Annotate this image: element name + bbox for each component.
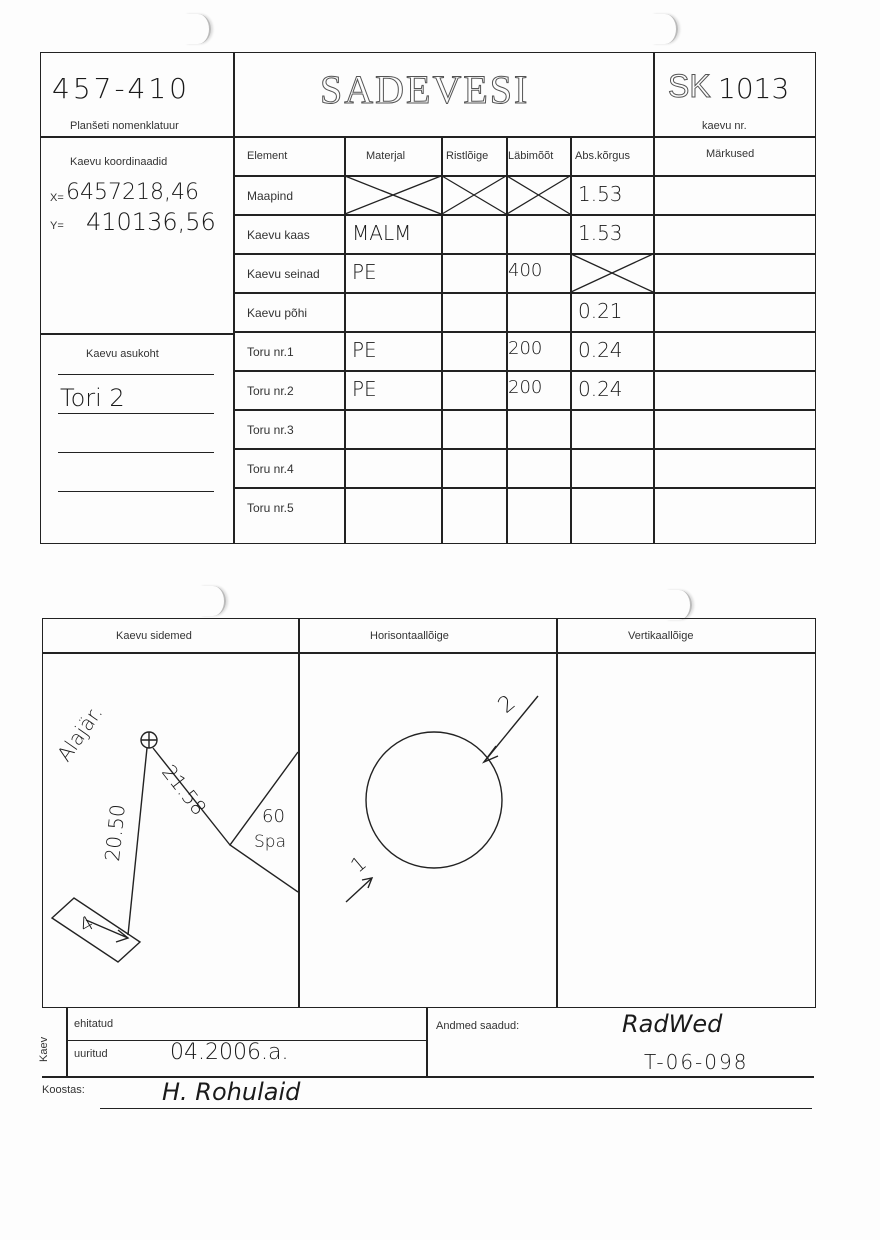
grid-line (234, 448, 816, 450)
grid-line (42, 652, 816, 654)
y-coordinate: 410136,56 (86, 208, 216, 236)
surveyed-label: uuritud (74, 1048, 108, 1060)
grid-line (234, 175, 816, 177)
row-element: Toru nr.3 (247, 423, 294, 437)
row-abs-height: 0.24 (578, 377, 623, 401)
write-line (58, 452, 214, 453)
row-element: Toru nr.4 (247, 462, 294, 476)
well-id-hand: 1013 (718, 72, 790, 105)
row-diameter: 200 (508, 377, 543, 398)
grid-line (100, 1108, 812, 1109)
col-header-cross-section: Ristlõige (446, 150, 489, 162)
grid-line (234, 487, 816, 489)
box-number: 4 (74, 910, 98, 938)
row-abs-height: 0.21 (578, 299, 623, 323)
x-coordinate: 6457218,46 (66, 180, 199, 205)
sketch-sheet (42, 618, 816, 1008)
y-prefix: Y= (50, 220, 64, 232)
grid-line (234, 370, 816, 372)
write-line (58, 491, 214, 492)
grid-line (344, 136, 346, 544)
grid-line (441, 136, 443, 544)
well-no-label: kaevu nr. (702, 120, 747, 132)
grid-line (66, 1008, 68, 1076)
location-value: Tori 2 (60, 384, 125, 412)
row-material: PE (352, 338, 377, 362)
row-material: MALM (352, 221, 412, 245)
row-diameter: 200 (508, 338, 543, 359)
row-material: PE (352, 260, 377, 284)
row-element: Maapind (247, 189, 294, 203)
grid-line (40, 333, 234, 335)
x-prefix: X= (50, 192, 64, 204)
grid-line (234, 253, 816, 255)
row-element: Kaevu põhi (247, 306, 308, 320)
row-element: Toru nr.2 (247, 384, 294, 398)
data-reference: T-06-098 (644, 1050, 749, 1074)
row-material: PE (352, 377, 377, 401)
grid-line (298, 618, 300, 1008)
row-element: Kaevu kaas (247, 228, 310, 242)
grid-line (653, 52, 655, 544)
pipe-2-label: 2 (493, 690, 521, 719)
compiled-label: Koostas: (42, 1084, 85, 1096)
built-label: ehitatud (74, 1018, 114, 1030)
col-header-abs-height: Abs.kõrgus (575, 150, 631, 162)
write-line (58, 374, 214, 375)
row-abs-height: 1.53 (578, 221, 623, 245)
punch-hole (652, 14, 678, 44)
grid-line (426, 1008, 428, 1076)
distance-annotation-1: 20.50 (100, 803, 130, 863)
pipe-1-label: 1 (345, 850, 371, 878)
form-title: SADEVESI (320, 67, 530, 112)
building-annotation-1: 60 (262, 806, 285, 827)
punch-hole (200, 586, 226, 616)
nomenclature-value: 457-410 (52, 72, 190, 105)
grid-line (233, 52, 235, 544)
row-element: Toru nr.5 (247, 501, 294, 515)
grid-line (234, 214, 816, 216)
grid-line (40, 136, 816, 138)
row-abs-height: 0.24 (578, 338, 623, 362)
distance-annotation-2: 21.58 (157, 760, 212, 820)
street-annotation: Alajär. (52, 701, 108, 766)
punch-hole (666, 590, 692, 620)
col-header-remarks: Märkused (706, 148, 755, 160)
nomenclature-label: Planšeti nomenklatuur (70, 120, 179, 132)
surveyed-value: 04.2006.a. (170, 1040, 289, 1065)
horizontal-section-label: Horisontaallõige (370, 630, 449, 642)
grid-line (234, 409, 816, 411)
col-header-diameter: Läbimõõt (508, 150, 554, 162)
location-label: Kaevu asukoht (86, 348, 159, 360)
write-line (58, 413, 214, 414)
col-header-material: Materjal (366, 150, 406, 162)
col-header-element: Element (247, 150, 288, 162)
connections-label: Kaevu sidemed (116, 630, 192, 642)
row-diameter: 400 (508, 260, 543, 281)
vertical-section-label: Vertikaallõige (628, 630, 694, 642)
grid-line (556, 618, 558, 1008)
compiled-value: H. Rohulaid (162, 1078, 301, 1106)
data-from-label: Andmed saadud: (436, 1020, 520, 1032)
row-element: Kaevu seinad (247, 267, 320, 281)
row-element: Toru nr.1 (247, 345, 294, 359)
row-abs-height: 1.53 (578, 182, 623, 206)
well-id-print: SK (668, 68, 711, 104)
coordinates-label: Kaevu koordinaadid (70, 156, 168, 168)
data-from-value: RadWed (622, 1010, 723, 1038)
grid-line (570, 136, 572, 544)
grid-line (42, 1076, 814, 1078)
grid-line (234, 331, 816, 333)
punch-hole (185, 14, 211, 44)
grid-line (234, 292, 816, 294)
side-label: Kaev (38, 1036, 50, 1062)
building-annotation-2: Spa (254, 832, 286, 852)
